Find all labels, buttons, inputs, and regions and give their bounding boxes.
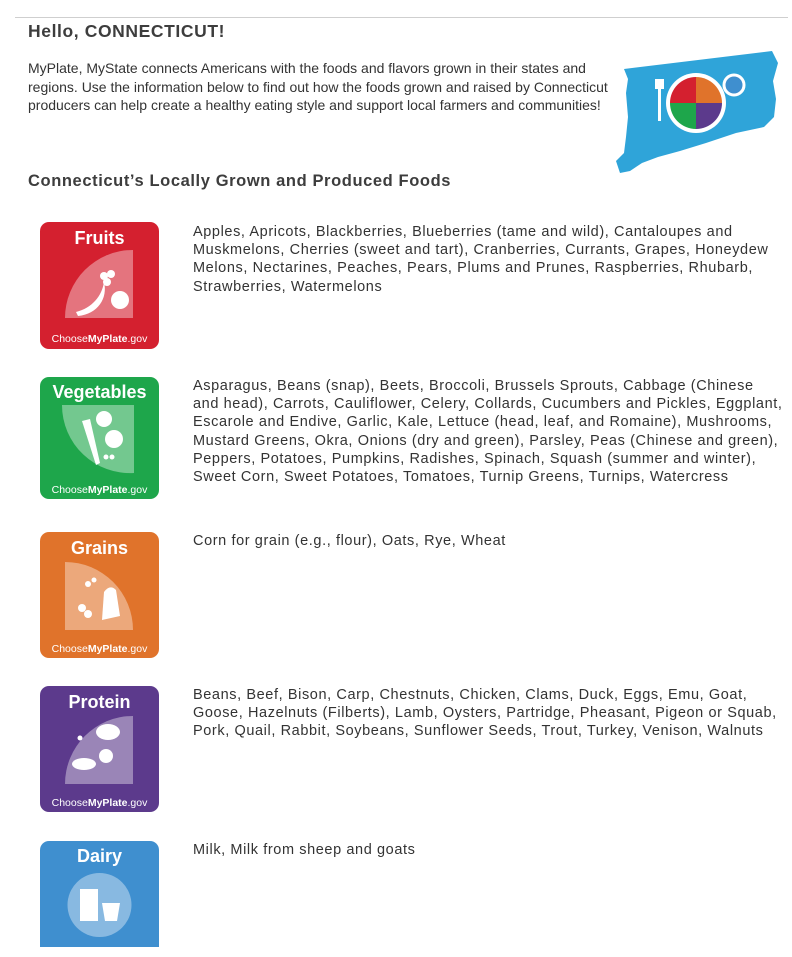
protein-food-list: Beans, Beef, Bison, Carp, Chestnuts, Chicken, Clams, Duck, Eggs, Emu, Goat, Goose, Hazelnuts (Filberts), Lamb, Oysters, Partridge, Pheasant, Pigeon or Squab, Pork, Quail, Rabbit, Soybeans, Sunflower Seeds, Trout, Turkey, Venison, Walnuts — [193, 687, 777, 740]
grains-group-icon — [40, 532, 159, 658]
egg-icon — [99, 749, 113, 763]
choosemyplate-logo: ChooseMyPlate.gov — [51, 797, 148, 809]
choosemyplate-logo: ChooseMyPlate.gov — [51, 333, 148, 345]
fruits-food-list: Apples, Apricots, Blackberries, Blueberries (tame and wild), Cantaloupes and Muskmelons, Cherries (sweet and tart), Cranberries, Currants, Grapes, Honeydew Melons, Nectarines, Peaches, Pears, Plums and Prunes, Raspberries, Rhubarb, Strawberries, Watermelons — [193, 224, 769, 295]
fish-icon — [72, 758, 96, 770]
broccoli-icon — [96, 411, 112, 427]
fruits-group-icon — [40, 222, 159, 349]
dairy-cup — [724, 75, 744, 95]
protein-group-icon — [40, 686, 159, 812]
apple-icon — [111, 291, 129, 309]
group-label: Dairy — [76, 846, 123, 866]
peas-icon — [104, 455, 109, 460]
dairy-food-list: Milk, Milk from sheep and goats — [193, 842, 416, 858]
popcorn — [84, 610, 92, 618]
group-label: Vegetables — [52, 382, 147, 402]
grain-seeds-icon — [85, 581, 91, 587]
group-label: Fruits — [74, 228, 125, 248]
vegetables-food-list: Asparagus, Beans (snap), Beets, Broccoli, Brussels Sprouts, Cabbage (Chinese and head), Carrots, Cauliflower, Celery, Collards, Cucumbers and Pickles, Eggplant, Escarole and Endive, Garlic, Kale, Lettuce (head, leaf, and Romaine), Mushrooms, Mustard Greens, Okra, Onions (dry and green), Parsley, Peas (Chinese and green), Peppers, Potatoes, Pumpkins, Radishes, Spinach, Squash (summer and winter), Sweet Corn, Sweet Potatoes, Tomatoes, Turnip Greens, Turnips, Watercress — [193, 378, 783, 486]
yogurt-cup-icon — [102, 903, 120, 921]
connecticut-myplate-map-icon — [614, 47, 780, 177]
top-divider — [15, 17, 788, 18]
spinach-leaf-icon — [105, 430, 123, 448]
seed — [92, 578, 97, 583]
fork-tines — [655, 79, 664, 89]
choosemyplate-logo: ChooseMyPlate.gov — [51, 484, 148, 496]
steak-icon — [96, 724, 120, 740]
vegetables-group-icon — [40, 377, 159, 499]
beans-icon — [78, 736, 83, 741]
grains-food-list: Corn for grain (e.g., flour), Oats, Rye, Wheat — [193, 533, 506, 549]
intro-paragraph: MyPlate, MyState connects Americans with the foods and flavors grown in their states and regions. Use the information below to find out how the foods grown and raised by Connecticut producers can help create a healthy eating style and support local farmers and communities! — [28, 60, 608, 113]
milk-carton-icon — [80, 889, 98, 921]
section-heading: Connecticut’s Locally Grown and Produced Foods — [28, 172, 452, 190]
grape — [103, 278, 111, 286]
group-label: Protein — [68, 692, 131, 712]
plate-circle — [68, 873, 132, 937]
grape — [107, 270, 115, 278]
dairy-group-icon — [40, 841, 159, 947]
group-label: Grains — [70, 538, 129, 558]
pea — [110, 455, 115, 460]
page-title: Hello, CONNECTICUT! — [28, 21, 226, 41]
choosemyplate-logo: ChooseMyPlate.gov — [51, 643, 148, 655]
popcorn — [78, 604, 86, 612]
